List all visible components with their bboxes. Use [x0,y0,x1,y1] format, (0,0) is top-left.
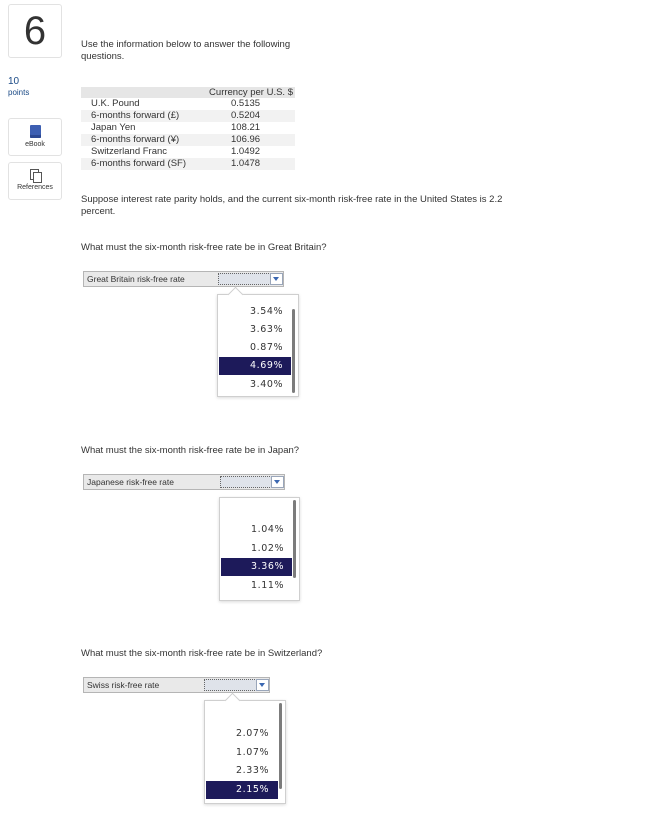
swiss-rate-select[interactable] [83,677,270,693]
row-label: Switzerland Franc [91,146,168,157]
option-item[interactable]: 1.07% [236,747,270,758]
question-prompt-switzerland: What must the six-month risk-free rate be in Switzerland? [81,648,323,659]
question-number: 6 [8,4,62,58]
table-row [81,146,295,158]
option-item[interactable]: 0.87% [250,342,284,353]
table-row [81,158,295,170]
chevron-down-icon[interactable] [256,679,269,691]
row-value: 0.5204 [231,110,261,121]
table-row [81,134,295,146]
option-item[interactable]: 1.11% [251,580,285,591]
table-row [81,110,295,122]
row-label: 6-months forward (¥) [91,134,180,145]
scrollbar[interactable] [293,500,296,578]
popup-caret [228,287,244,303]
references-button[interactable] [8,162,62,200]
britain-rate-select[interactable] [83,271,284,287]
popup-caret [225,693,241,709]
select-value-area[interactable] [220,476,272,488]
copy-icon [30,169,41,181]
question-prompt-britain: What must the six-month risk-free rate be in Great Britain? [81,242,327,253]
table-row [81,122,295,134]
supposition-text: Suppose interest rate parity holds, and the current six-month risk-free rate in the United States is 2.2 percent. [81,194,503,217]
row-value: 0.5135 [231,98,261,109]
row-label: 6-months forward (SF) [91,158,187,169]
japan-rate-select[interactable] [83,474,285,490]
ebook-label: eBook [25,141,45,148]
table-header: Currency per U.S. $ [81,87,295,98]
points-value: 10 [8,76,20,87]
select-value-area[interactable] [204,679,257,691]
select-value-area[interactable] [218,273,271,285]
select-label: Swiss risk-free rate [87,680,160,690]
row-value: 1.0492 [231,146,261,157]
references-label: References [17,184,53,191]
scrollbar[interactable] [292,309,295,393]
book-icon [30,125,41,138]
ebook-button[interactable] [8,118,62,156]
option-item[interactable]: 3.63% [250,324,284,335]
question-prompt-japan: What must the six-month risk-free rate be in Japan? [81,445,300,456]
option-item-highlighted[interactable]: 4.69% [219,357,291,375]
row-value: 106.96 [231,134,261,145]
japan-options-popup [219,497,300,601]
row-label: U.K. Pound [91,98,140,109]
option-item[interactable]: 1.04% [251,524,285,535]
option-item-highlighted[interactable]: 3.36% [221,558,292,576]
option-item[interactable]: 2.07% [236,728,270,739]
table-row [81,98,295,110]
chevron-down-icon[interactable] [270,273,283,285]
select-label: Japanese risk-free rate [87,477,174,487]
row-label: Japan Yen [91,122,136,133]
option-item[interactable]: 3.54% [250,306,284,317]
row-value: 1.0478 [231,158,261,169]
row-value: 108.21 [231,122,261,133]
swiss-options-popup [204,700,286,804]
option-item[interactable]: 2.33% [236,765,270,776]
intro-text: Use the information below to answer the following questions. [81,39,291,62]
scrollbar[interactable] [279,703,282,789]
britain-options-popup [217,294,299,397]
chevron-down-icon[interactable] [271,476,284,488]
row-label: 6-months forward (£) [91,110,180,121]
select-label: Great Britain risk-free rate [87,274,185,284]
currency-table [81,87,295,170]
points-label: points [8,88,30,97]
option-item[interactable]: 1.02% [251,543,285,554]
option-item-highlighted[interactable]: 2.15% [206,781,278,799]
option-item[interactable]: 3.40% [250,379,284,390]
